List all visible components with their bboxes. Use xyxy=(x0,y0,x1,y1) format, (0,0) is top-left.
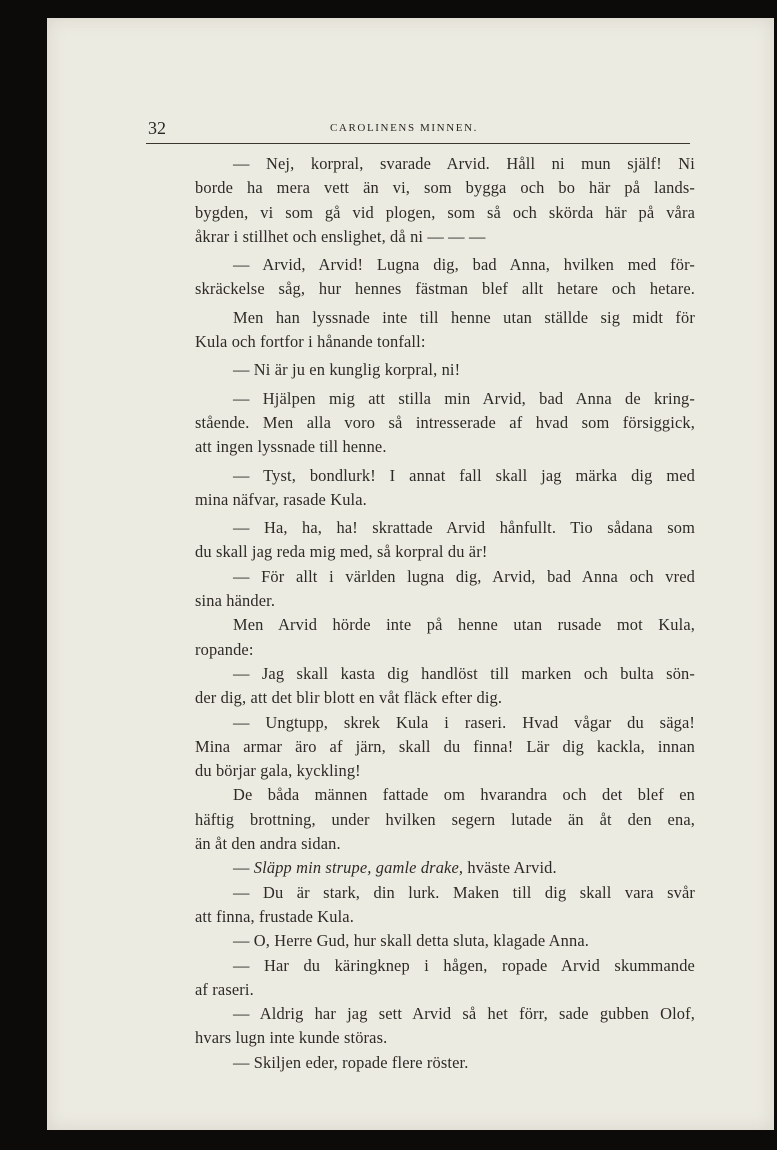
text-line: — Har du käringknep i hågen, ropade Arvid skummande xyxy=(233,955,695,975)
text-line: — Skiljen eder, ropade flere röster. xyxy=(233,1052,469,1072)
text-line: ropande: xyxy=(195,639,254,659)
text-line xyxy=(195,856,695,880)
text-line: sina händer. xyxy=(195,591,276,611)
text-line: — Hjälpen mig att stilla min Arvid, bad Anna de kring- xyxy=(233,388,695,408)
text-line: — O, Herre Gud, hur skall detta sluta, klagade Anna. xyxy=(233,931,590,951)
text-line: att finna, frustade Kula. xyxy=(195,906,354,926)
text-line: häftig brottning, under hvilken segern lutade än åt den ena, xyxy=(195,809,695,829)
text-line: — Du är stark, din lurk. Maken till dig skall vara svår xyxy=(233,882,695,902)
text-line: du skall jag reda mig med, så korpral du är! xyxy=(195,542,488,562)
text-line: stående. Men alla voro så intresserade af hvad som försiggick, xyxy=(195,412,695,432)
text-line: — Nej, korpral, svarade Arvid. Håll ni mun själf! Ni xyxy=(233,154,695,173)
text-line: hvars lugn inte kunde störas. xyxy=(195,1028,388,1048)
text-line: skräckelse såg, hur hennes fästman blef allt hetare och hetare. xyxy=(195,279,695,299)
running-title: CAROLINENS MINNEN. xyxy=(330,122,478,134)
text-line: De båda männen fattade om hvarandra och det blef en xyxy=(233,785,695,805)
italic-speech: Släpp min strupe, gamle drake, xyxy=(253,858,464,878)
text-line: — För allt i världen lugna dig, Arvid, bad Anna och vred xyxy=(233,566,695,586)
dash: — xyxy=(233,858,254,878)
text-line: der dig, att det blir blott en våt fläck efter dig. xyxy=(195,688,503,708)
body-text xyxy=(195,152,695,1075)
text-line: åkrar i stillhet och enslighet, då ni — — — xyxy=(195,226,486,246)
text-line: att ingen lyssnade till henne. xyxy=(195,437,387,457)
text-line: — Ni är ju en kunglig korpral, ni! xyxy=(233,360,461,380)
text-line: — Ungtupp, skrek Kula i raseri. Hvad vågar du säga! xyxy=(233,712,695,732)
text-line: än åt den andra sidan. xyxy=(195,834,341,854)
text-line: Men Arvid hörde inte på henne utan rusade mot Kula, xyxy=(233,615,695,635)
text-line: — Jag skall kasta dig handlöst till marken och bulta sön- xyxy=(233,663,695,683)
page-number: 32 xyxy=(148,118,166,138)
text-line: du börjar gala, kyckling! xyxy=(195,761,361,781)
text-line: — Aldrig har jag sett Arvid så het förr, sade gubben Olof, xyxy=(233,1004,695,1024)
text-line: Mina armar äro af järn, skall du finna! Lär dig kackla, innan xyxy=(195,736,695,756)
text-line: af raseri. xyxy=(195,979,254,999)
text-line: bygden, vi som gå vid plogen, som så och skörda här på våra xyxy=(195,202,695,222)
text-line: — Ha, ha, ha! skrattade Arvid hånfullt. Tio sådana som xyxy=(233,518,695,538)
text-line: — Tyst, bondlurk! I annat fall skall jag märka dig med xyxy=(233,465,695,485)
text-line: mina näfvar, rasade Kula. xyxy=(195,489,367,509)
text-line: Men han lyssnade inte till henne utan ställde sig midt för xyxy=(233,307,695,327)
text-line: Kula och fortfor i hånande tonfall: xyxy=(195,332,426,352)
header-rule xyxy=(146,143,690,144)
text-line: — Arvid, Arvid! Lugna dig, bad Anna, hvilken med för- xyxy=(233,255,695,275)
text-line: borde ha mera vett än vi, som bygga och bo här på lands- xyxy=(195,178,695,198)
page-header xyxy=(148,118,688,140)
speech-tag: hväste Arvid. xyxy=(463,858,557,878)
